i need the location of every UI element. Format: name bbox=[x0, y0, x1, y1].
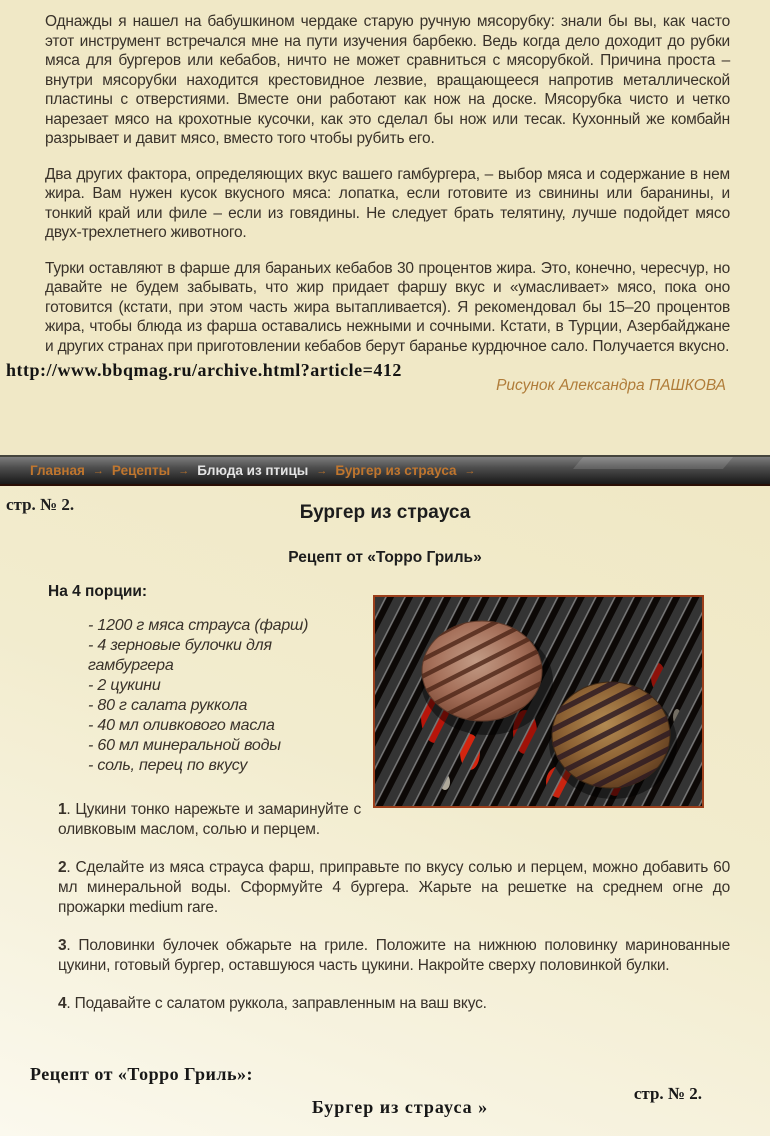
nav-item-ostrich-burger[interactable]: Бургер из страуса bbox=[335, 463, 457, 478]
grill-photo-illustration bbox=[375, 597, 702, 806]
step-text: Сделайте из мяса страуса фарш, приправьте по вкусу солью и перцем, можно добавить 60 мл минеральной воды. Сформуйте 4 бургера. Жарьте на решетке на среднем огне до прожарки medium rare. bbox=[58, 859, 730, 916]
footer-brand-label: Рецепт от «Торро Гриль»: bbox=[30, 1064, 253, 1084]
step-text: Половинки булочек обжарьте на гриле. Положите на нижнюю половинку маринованные цукини, готовый бургер, оставшуюся часть цукини. Накройте сверху половинкой булки. bbox=[58, 937, 730, 974]
footer-recipe-title: Бургер из страуса » bbox=[311, 1097, 489, 1117]
recipe-step-2: 2. Сделайте из мяса страуса фарш, приправьте по вкусу солью и перцем, можно добавить 60 мл минеральной воды. Сформуйте 4 бургера. Жарьте на решетке на среднем огне до прожарки medium rare. bbox=[58, 859, 730, 916]
article-paragraph: Турки оставляют в фарше для бараньих кебабов 30 процентов жира. Это, конечно, чересчур, но давайте не будем забывать, что жир придает фаршу вкус и «умасливает» мясо, пока оно готовится (кстати, при этом часть жира вытапливается). Я рекомендовал бы 15–20 процентов жира, чтобы блюда из фарша оставались нежными и сочными. Кстати, в Турции, Азербайджане и других странах при приготовлении кебабов берут баранье курдючное сало. Получается вкусно. bbox=[45, 259, 730, 355]
step-text: Цукини тонко нарежьте и замаринуйте с оливковым маслом, солью и перцем. bbox=[58, 801, 361, 838]
recipe-section bbox=[0, 486, 770, 1136]
step-number: 4 bbox=[58, 995, 67, 1012]
nav-separator-icon: → bbox=[316, 464, 328, 477]
step-number: 2 bbox=[58, 859, 67, 876]
recipe-footer bbox=[0, 1064, 770, 1136]
ingredient-item: - 60 мл минеральной воды bbox=[88, 737, 281, 754]
ingredient-item: - соль, перец по вкусу bbox=[88, 757, 248, 774]
recipe-subtitle: Рецепт от «Торро Гриль» bbox=[288, 549, 482, 566]
nav-item-home[interactable]: Главная bbox=[30, 463, 85, 478]
article-intro-section bbox=[0, 0, 770, 455]
servings-label: На 4 порции: bbox=[48, 583, 148, 600]
step-text: Подавайте с салатом руккола, заправленным на ваш вкус. bbox=[74, 995, 487, 1012]
recipe-body bbox=[0, 583, 770, 1014]
ingredient-item: - 80 г салата руккола bbox=[88, 697, 248, 714]
recipe-photo bbox=[373, 595, 704, 808]
nav-item-poultry-dishes[interactable]: Блюда из птицы bbox=[197, 463, 309, 478]
recipe-step-4: 4. Подавайте с салатом руккола, заправленным на ваш вкус. bbox=[58, 995, 487, 1012]
ingredient-item: - 2 цукини bbox=[88, 677, 161, 694]
nav-separator-icon: → bbox=[92, 464, 104, 477]
ingredient-item: - 40 мл оливкового масла bbox=[88, 717, 275, 734]
article-paragraph: Два других фактора, определяющих вкус вашего гамбургера, – выбор мяса и содержание в нем жира. Вам нужен кусок вкусного мяса: лопатка, если готовите из свинины или баранины, и тонкий край или филе – если из говядины. Не следует брать телятину, лучше подойдет мясо двух-трехлетнего животного. bbox=[45, 165, 730, 241]
page-number-label: стр. № 2. bbox=[6, 495, 75, 514]
recipe-step-3: 3. Половинки булочек обжарьте на гриле. Положите на нижнюю половинку маринованные цукини, готовый бургер, оставшуюся часть цукини. Накройте сверху половинкой булки. bbox=[58, 937, 730, 974]
recipe-title: Бургер из страуса bbox=[299, 502, 471, 523]
step-number: 3 bbox=[58, 937, 67, 954]
source-url: http://www.bbqmag.ru/archive.html?article=412 bbox=[6, 360, 402, 380]
nav-gloss-highlight bbox=[573, 457, 733, 469]
footer-page-number: стр. № 2. bbox=[633, 1084, 702, 1103]
article-paragraph: Однажды я нашел на бабушкином чердаке старую ручную мясорубку: знали бы вы, как часто этот инструмент встречался мне на пути изучения барбекю. Ведь когда дело доходит до рубки мяса для бургеров или кебабов, ничто не может сравниться с мясорубкой. Причина проста – внутри мясорубки находится крестовидное лезвие, вращающееся напротив металлической пластины с отверстиями. Вместе они работают как нож на доске. Мясорубка чисто и четко нарезает мясо на крохотные кусочки, как это сделал бы нож или тесак. Кухонный же комбайн разрывает и давит мясо, вместо того чтобы рубить его. bbox=[45, 13, 730, 147]
breadcrumb bbox=[0, 455, 770, 486]
nav-item-recipes[interactable]: Рецепты bbox=[111, 463, 171, 478]
ingredients-list bbox=[88, 616, 333, 776]
ingredient-item: - 4 зерновые булочки для гамбургера bbox=[88, 637, 272, 674]
step-number: 1 bbox=[58, 801, 67, 818]
recipe-step-1: 1. Цукини тонко нарежьте и замаринуйте с оливковым маслом, солью и перцем. bbox=[58, 801, 361, 838]
nav-separator-icon: → bbox=[464, 464, 476, 477]
ingredient-item: - 1200 г мяса страуса (фарш) bbox=[88, 617, 309, 634]
illustration-credit: Рисунок Александра ПАШКОВА bbox=[496, 377, 726, 394]
nav-separator-icon: → bbox=[178, 464, 190, 477]
